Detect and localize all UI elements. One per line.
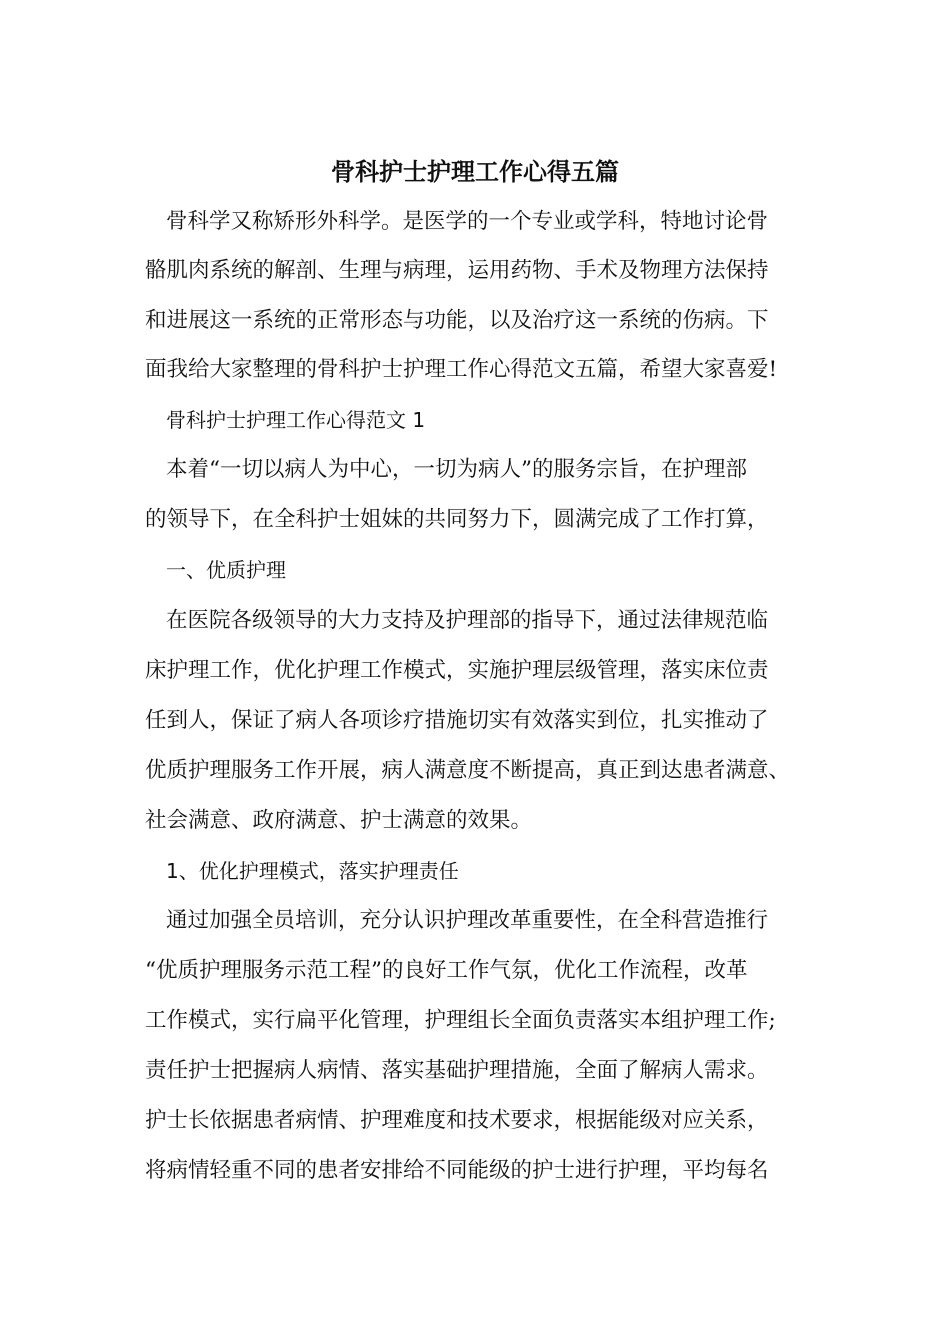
section-heading: 一、优质护理	[166, 558, 286, 582]
paragraph-line: 工作模式，实行扁平化管理，护理组长全面负责落实本组护理工作;	[145, 1008, 776, 1033]
paragraph-line: 骼肌肉系统的解剖、生理与病理，运用药物、手术及物理方法保持	[145, 258, 769, 283]
document-title: 骨科护士护理工作心得五篇	[331, 157, 619, 186]
paragraph-line: 床护理工作，优化护理工作模式，实施护理层级管理，落实床位责	[145, 658, 769, 683]
paragraph-line: 任到人，保证了病人各项诊疗措施切实有效落实到位，扎实推动了	[145, 708, 769, 733]
paragraph-line: 将病情轻重不同的患者安排给不同能级的护士进行护理，平均每名	[145, 1158, 769, 1183]
paragraph-line: “优质护理服务示范工程”的良好工作气氛，优化工作流程，改革	[145, 958, 748, 983]
section-heading: 骨科护士护理工作心得范文 1	[166, 408, 426, 432]
paragraph-line: 社会满意、政府满意、护士满意的效果。	[145, 808, 533, 833]
paragraph-line: 通过加强全员培训，充分认识护理改革重要性，在全科营造推行	[166, 908, 769, 933]
paragraph-line: 和进展这一系统的正常形态与功能，以及治疗这一系统的伤病。下	[145, 308, 769, 333]
section-heading: 1、优化护理模式，落实护理责任	[166, 859, 459, 883]
paragraph-line: 护士长依据患者病情、护理难度和技术要求，根据能级对应关系，	[145, 1108, 769, 1133]
paragraph-line: 本着“一切以病人为中心，一切为病人”的服务宗旨，在护理部	[166, 457, 747, 482]
paragraph-line: 的领导下，在全科护士姐妹的共同努力下，圆满完成了工作打算，	[145, 507, 769, 532]
paragraph-line: 面我给大家整理的骨科护士护理工作心得范文五篇，希望大家喜爱!	[145, 357, 778, 382]
paragraph-line: 骨科学又称矫形外科学。是医学的一个专业或学科，特地讨论骨	[166, 209, 769, 234]
paragraph-line: 优质护理服务工作开展，病人满意度不断提高，真正到达患者满意、	[145, 758, 791, 783]
paragraph-line: 责任护士把握病人病情、落实基础护理措施，全面了解病人需求。	[145, 1058, 769, 1083]
paragraph-line: 在医院各级领导的大力支持及护理部的指导下，通过法律规范临	[166, 608, 769, 633]
